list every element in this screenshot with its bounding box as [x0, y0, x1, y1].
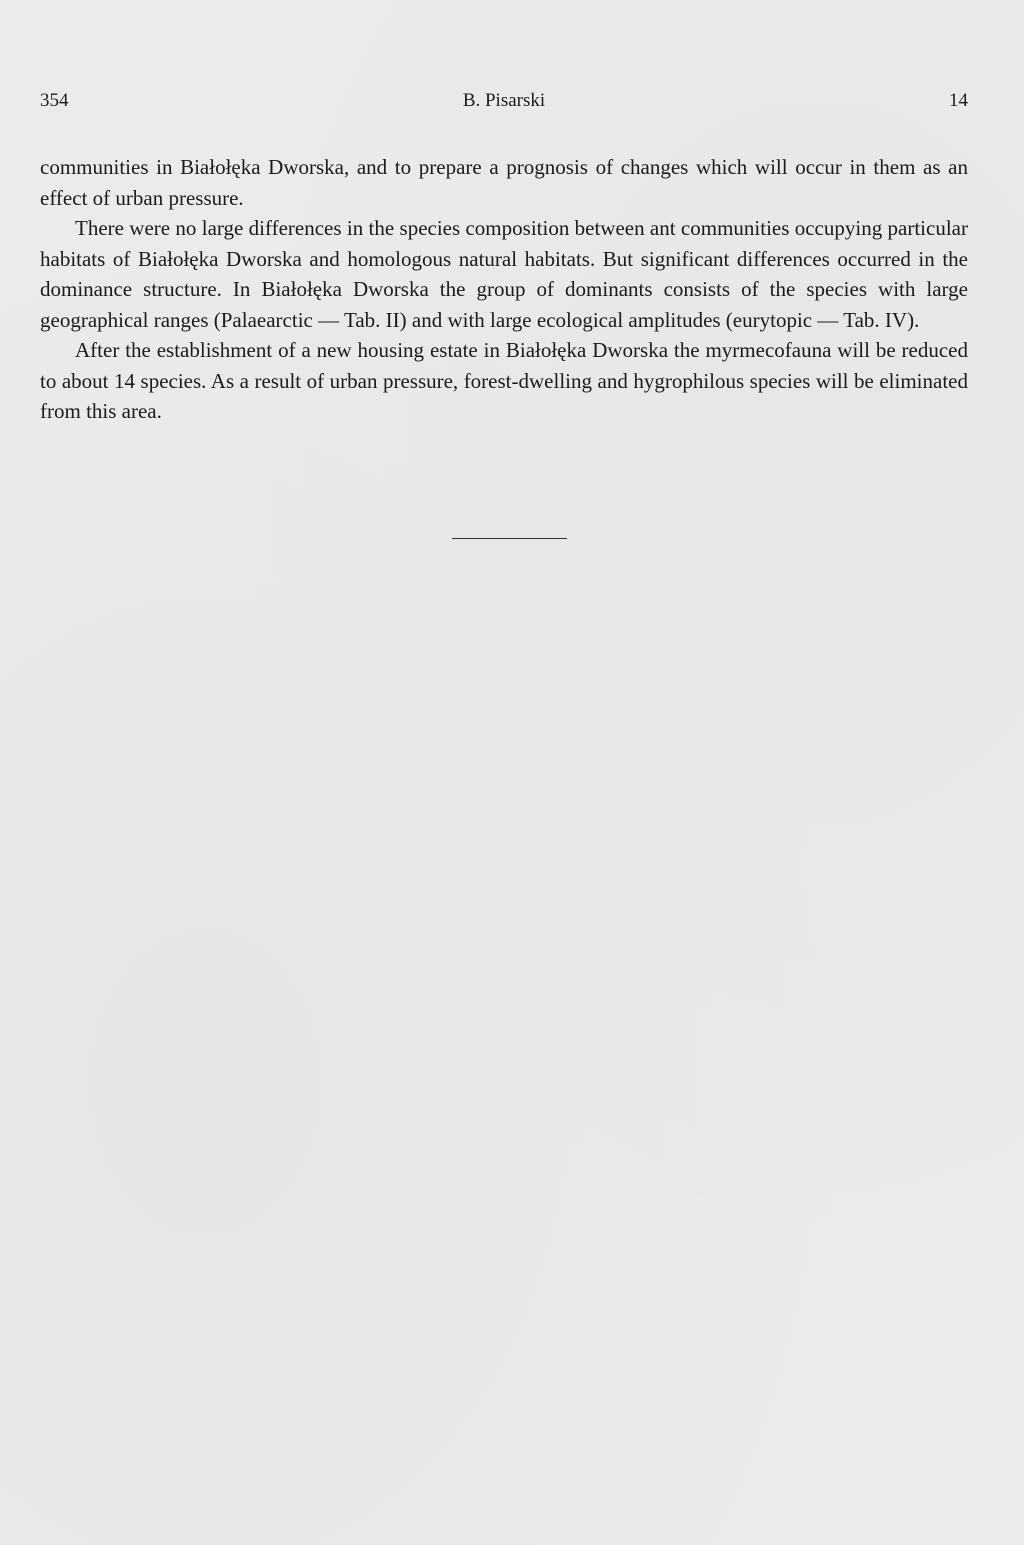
- page-header: [40, 90, 968, 120]
- paragraph-continuation: communities in Białołęka Dworska, and to prepare a prognosis of changes which will occur in them as an effect of urban pressure.: [40, 155, 968, 210]
- section-number: 14: [949, 90, 968, 111]
- page-number: 354: [40, 90, 69, 111]
- running-head-author: B. Pisarski: [462, 90, 546, 111]
- paragraph-differences: There were no large differences in the species composition between ant communities occupying particular habitats of Białołęka Dworska and homologous natural habitats. But significant differences occurred in the dominance structure. In Białołęka Dworska the group of dominants consists of the species with large geographical ranges (Palaearctic — Tab. II) and with large ecological amplitudes (eurytopic — Tab. IV).: [40, 216, 968, 332]
- end-rule: [452, 538, 567, 539]
- paragraph-prognosis: After the establishment of a new housing estate in Białołęka Dworska the myrmecofauna will be reduced to about 14 species. As a result of urban pressure, forest-dwelling and hygrophilous species will be eliminated from this area.: [40, 338, 968, 423]
- summary-body: [40, 152, 968, 427]
